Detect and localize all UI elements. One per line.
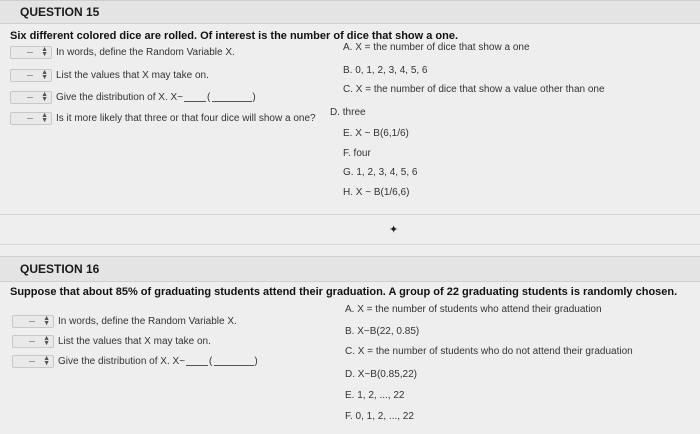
q15-select-3[interactable] bbox=[10, 91, 52, 104]
q16-option-a: A. X = the number of students who attend their graduation bbox=[345, 304, 602, 315]
updown-arrows-icon: ▲ ▼ bbox=[43, 335, 50, 347]
q15-option-g: G. 1, 2, 3, 4, 5, 6 bbox=[343, 167, 418, 178]
q15-row-3 bbox=[10, 89, 256, 105]
q15-option-c: C. X = the number of dice that show a value other than one bbox=[343, 84, 605, 95]
q16-row-2 bbox=[12, 333, 211, 349]
q16-row-2-label: List the values that X may take on. bbox=[58, 335, 211, 347]
q16-select-2[interactable] bbox=[12, 335, 54, 348]
paren-open: ( bbox=[209, 355, 213, 367]
updown-arrows-icon: ▲ ▼ bbox=[43, 315, 50, 327]
q15-row-1-label: In words, define the Random Variable X. bbox=[56, 46, 235, 58]
q15-select-2[interactable] bbox=[10, 69, 52, 82]
updown-arrows-icon: ▲ ▼ bbox=[41, 69, 48, 81]
mouse-pointer-icon: ✦ bbox=[389, 224, 399, 236]
updown-arrows-icon: ▲ ▼ bbox=[43, 355, 50, 367]
q16-row-3 bbox=[12, 353, 258, 369]
question-16-header bbox=[0, 256, 700, 282]
q15-row-2 bbox=[10, 67, 209, 83]
q15-row-2-label: List the values that X may take on. bbox=[56, 69, 209, 81]
q16-row-3-label: Give the distribution of X. X~ bbox=[58, 355, 186, 367]
updown-arrows-icon: ▲ ▼ bbox=[41, 91, 48, 103]
updown-arrows-icon: ▲ ▼ bbox=[41, 46, 48, 58]
paren-open: ( bbox=[207, 91, 211, 103]
question-15-stem: Six different colored dice are rolled. Of interest is the number of dice that show a one. bbox=[10, 30, 459, 42]
q16-row-1-label: In words, define the Random Variable X. bbox=[58, 315, 237, 327]
question-16-stem: Suppose that about 85% of graduating students attend their graduation. A group of 22 graduating students is randomly chosen. bbox=[10, 286, 678, 298]
q15-row-4-label: Is it more likely that three or that four dice will show a one? bbox=[56, 112, 316, 124]
q16-row-1 bbox=[12, 313, 237, 329]
updown-arrows-icon: ▲ ▼ bbox=[41, 112, 48, 124]
question-16-title: QUESTION 16 bbox=[20, 262, 100, 276]
q15-row-3-label: Give the distribution of X. X~ bbox=[56, 91, 184, 103]
section-divider bbox=[0, 244, 700, 245]
q15-row-4 bbox=[10, 110, 316, 126]
q16-select-1[interactable] bbox=[12, 315, 54, 328]
q16-distribution-params bbox=[214, 356, 254, 366]
q16-option-b: B. X~B(22, 0.85) bbox=[345, 326, 420, 337]
q16-distribution-blank bbox=[186, 356, 208, 366]
q16-select-3[interactable] bbox=[12, 355, 54, 368]
q15-option-f: F. four bbox=[343, 148, 371, 159]
q15-distribution-params bbox=[212, 92, 252, 102]
paren-close: ) bbox=[252, 91, 256, 103]
q15-option-b: B. 0, 1, 2, 3, 4, 5, 6 bbox=[343, 65, 428, 76]
q15-option-h: H. X ~ B(1/6,6) bbox=[343, 187, 410, 198]
q16-option-c: C. X = the number of students who do not attend their graduation bbox=[345, 346, 633, 357]
q15-row-1 bbox=[10, 44, 235, 60]
question-15-header bbox=[0, 0, 700, 24]
q15-select-1[interactable] bbox=[10, 46, 52, 59]
q15-option-d: D. three bbox=[330, 107, 366, 118]
paren-close: ) bbox=[254, 355, 258, 367]
q15-option-a: A. X = the number of dice that show a one bbox=[343, 42, 530, 53]
q15-option-e: E. X ~ B(6,1/6) bbox=[343, 128, 409, 139]
q16-option-f: F. 0, 1, 2, ..., 22 bbox=[345, 411, 414, 422]
q16-option-d: D. X~B(0.85,22) bbox=[345, 369, 417, 380]
q15-distribution-blank bbox=[184, 92, 206, 102]
q16-option-e: E. 1, 2, ..., 22 bbox=[345, 390, 405, 401]
section-divider bbox=[0, 214, 700, 215]
q15-select-4[interactable] bbox=[10, 112, 52, 125]
question-15-title: QUESTION 15 bbox=[20, 5, 100, 19]
